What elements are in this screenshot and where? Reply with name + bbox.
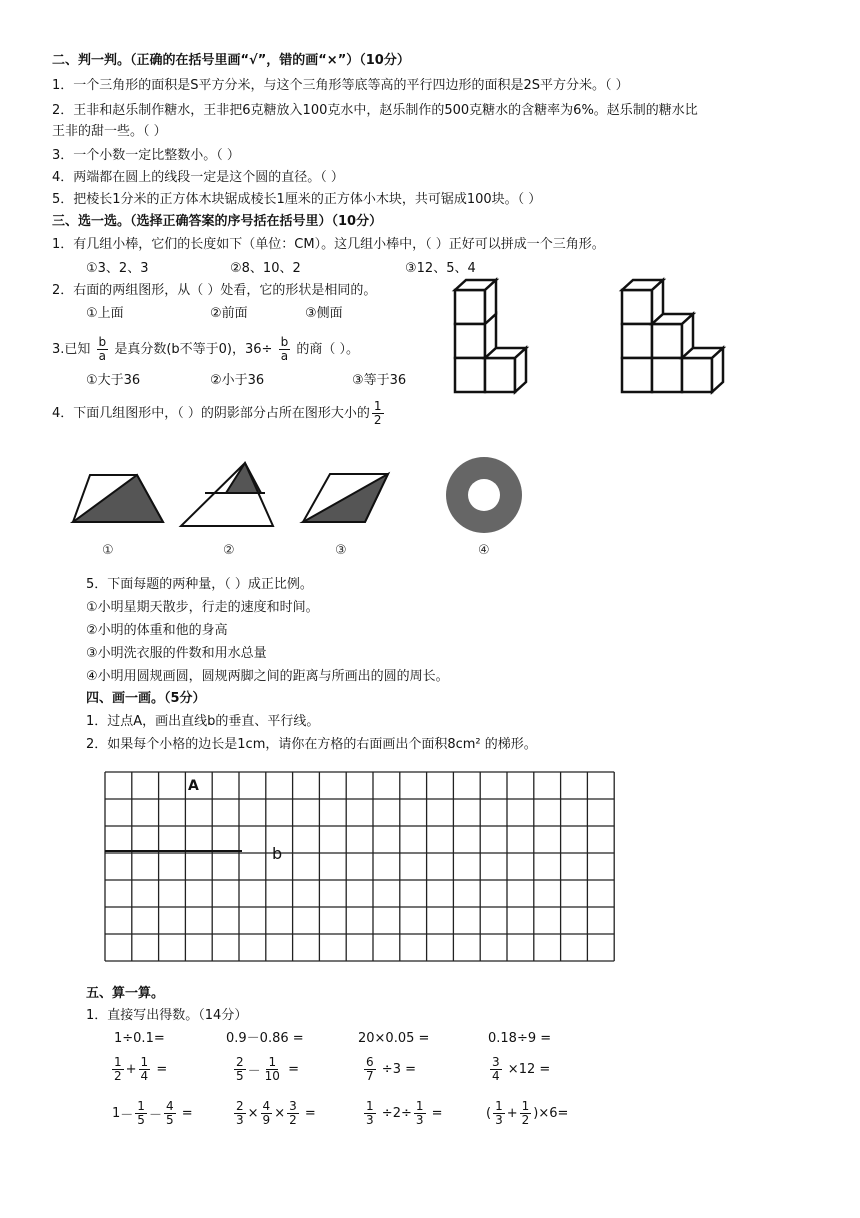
fraction-one-half: $\frac{1}{2}$ bbox=[373, 399, 382, 427]
s3-q1-option-2: ②8、10、2 bbox=[230, 261, 301, 276]
shape-label-2: ② bbox=[223, 543, 235, 558]
shape-label-1: ① bbox=[102, 543, 114, 558]
s5-question-1: 1．直接写出得数。（14分） bbox=[86, 1008, 248, 1023]
s3-q1-option-1: ①3、2、3 bbox=[86, 261, 149, 276]
calc-12: ( $\frac{1}{3}$ + $\frac{1}{2}$ ) × 6 = bbox=[486, 1099, 569, 1127]
s2-question-4: 4．两端都在圆上的线段一定是这个圆的直径。（ ） bbox=[52, 170, 344, 185]
s4-question-2: 2．如果每个小格的边长是1cm，请你在方格的右面画出个面积8cm² 的梯形。 bbox=[86, 737, 537, 752]
s2-question-2-cont: 王非的甜一些。（ ） bbox=[52, 124, 167, 139]
s3-q5-option-3: ③小明洗衣服的件数和用水总量 bbox=[86, 646, 267, 661]
calc-8: $\frac{3}{4}$ × 12 = bbox=[492, 1055, 551, 1083]
grid-drawing-area[interactable] bbox=[100, 768, 620, 968]
s3-q3-option-1: ①大于36 bbox=[86, 373, 141, 388]
s2-question-2: 2．王非和赵乐制作糖水，王非把6克糖放入100克水中，赵乐制作的500克糖水的含糖率为6%。赵乐制的糖水比 bbox=[52, 103, 698, 118]
point-a-label: A bbox=[188, 778, 199, 794]
s2-question-5: 5．把棱长1分米的正方体木块锯成棱长1厘米的正方体小木块，共可锯成100块。（ ） bbox=[52, 192, 542, 207]
calc-11: $\frac{1}{3}$ ÷ 2 ÷ $\frac{1}{3}$ = bbox=[366, 1099, 443, 1127]
calc-5: $\frac{1}{2}$ + $\frac{1}{4}$ = bbox=[114, 1055, 168, 1083]
s2-question-3: 3．一个小数一定比整数小。（ ） bbox=[52, 148, 240, 163]
shape-label-3: ③ bbox=[335, 543, 347, 558]
s4-question-1: 1．过点A，画出直线b的垂直、平行线。 bbox=[86, 714, 320, 729]
s3-q1-option-3: ③12、5、4 bbox=[405, 261, 476, 276]
calc-2: 0.9－0.86 = bbox=[226, 1031, 304, 1046]
calc-6: $\frac{2}{5}$ － $\frac{1}{10}$ = bbox=[236, 1055, 299, 1083]
s3-q2-option-2: ②前面 bbox=[210, 306, 248, 321]
s3-q5-option-1: ①小明星期天散步，行走的速度和时间。 bbox=[86, 600, 319, 615]
calc-1: 1÷0.1= bbox=[114, 1031, 165, 1046]
line-b-label: b bbox=[272, 844, 283, 863]
cube-figures bbox=[450, 275, 740, 400]
s2-question-1: 1．一个三角形的面积是S平方分米，与这个三角形等底等高的平行四边形的面积是2S平方分米。（ ） bbox=[52, 78, 629, 93]
s3-q2-option-1: ①上面 bbox=[86, 306, 124, 321]
fraction-b-over-a: $\frac{b}{a}$ bbox=[280, 335, 289, 363]
shape-label-4: ④ bbox=[478, 543, 490, 558]
section4-title: 四、画一画。（5分） bbox=[86, 691, 206, 706]
s3-question-4: 4．下面几组图形中，（ ）的阴影部分占所在图形大小的 $\frac{1}{2}$ bbox=[52, 399, 382, 427]
section2-title: 二、判一判。（正确的在括号里画“√”，错的画“×”）（10分） bbox=[52, 53, 410, 68]
s3-q5-option-4: ④小明用圆规画圆，圆规两脚之间的距离与所画出的圆的周长。 bbox=[86, 669, 449, 684]
fraction-b-over-a: $\frac{b}{a}$ bbox=[98, 335, 107, 363]
s3-question-3: 3.已知 $\frac{b}{a}$ 是真分数(b不等于0)，36÷ $\frac{b}{a}$ 的商（ ）。 bbox=[52, 335, 359, 363]
calc-10: $\frac{2}{3}$ × $\frac{4}{9}$ × $\frac{3}{2}$ = bbox=[236, 1099, 316, 1127]
s3-q2-option-3: ③侧面 bbox=[305, 306, 343, 321]
s3-question-5: 5．下面每题的两种量，（ ）成正比例。 bbox=[86, 577, 313, 592]
s3-question-1: 1．有几组小棒，它们的长度如下（单位：CM）。这几组小棒中，（ ）正好可以拼成一个三角形。 bbox=[52, 237, 605, 252]
s3-q3-option-2: ②小于36 bbox=[210, 373, 265, 388]
calc-9: 1 － $\frac{1}{5}$ － $\frac{4}{5}$ = bbox=[112, 1099, 193, 1127]
shaded-shapes bbox=[65, 455, 535, 565]
s3-question-2: 2．右面的两组图形，从（ ）处看，它的形状是相同的。 bbox=[52, 283, 377, 298]
calc-7: $\frac{6}{7}$ ÷ 3 = bbox=[366, 1055, 417, 1083]
section3-title: 三、选一选。（选择正确答案的序号括在括号里）（10分） bbox=[52, 214, 383, 229]
s3-q5-option-2: ②小明的体重和他的身高 bbox=[86, 623, 228, 638]
s3-q3-option-3: ③等于36 bbox=[352, 373, 407, 388]
calc-3: 20×0.05 = bbox=[358, 1031, 430, 1046]
calc-4: 0.18÷9 = bbox=[488, 1031, 552, 1046]
section5-title: 五、算一算。 bbox=[86, 986, 165, 1001]
